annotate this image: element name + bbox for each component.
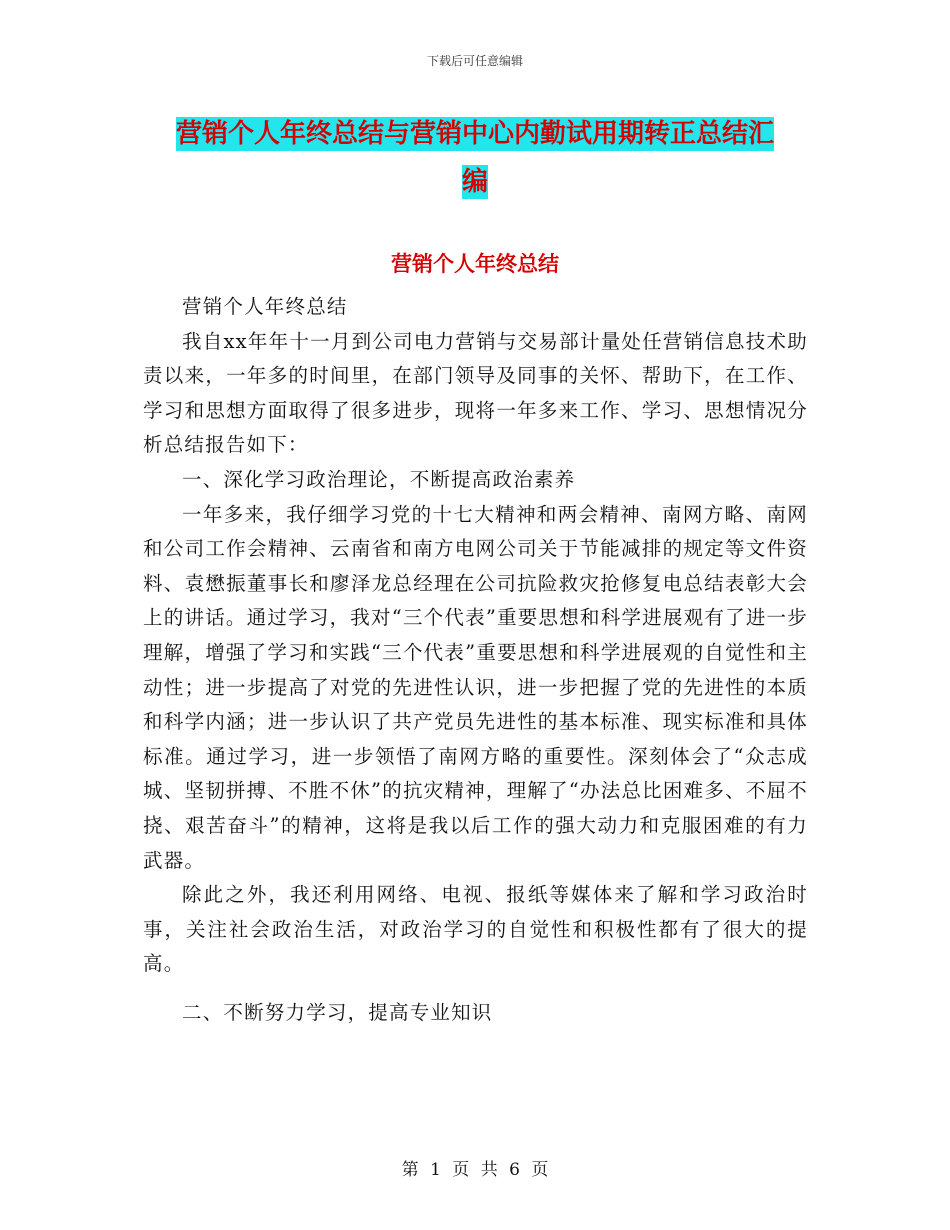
document-title-line-2: 编	[461, 167, 488, 197]
document-body	[143, 290, 808, 1030]
section-heading: 营销个人年终总结	[391, 252, 559, 276]
paragraph: 除此之外，我还利用网络、电视、报纸等媒体来了解和学习政治时事，关注社会政治生活，对政治学习的自觉性和积极性都有了很大的提高。	[143, 883, 808, 976]
document-title	[140, 110, 810, 206]
paragraph: 一年多来，我仔细学习党的十七大精神和两会精神、南网方略、南网和公司工作会精神、云南省和南方电网公司关于节能减排的规定等文件资料、袁懋振董事长和廖泽龙总经理在公司抗险救灾抢修复电总结表彰大会上的讲话。通过学习，我对“三个代表”重要思想和科学进展观有了进一步理解，增强了学习和实践“三个代表”重要思想和科学进展观的自觉性和主动性；进一步提高了对党的先进性认识，进一步把握了党的先进性的本质和科学内涵；进一步认识了共产党员先进性的基本标准、现实标准和具体标准。通过学习，进一步领悟了南网方略的重要性。深刻体会了“众志成城、坚韧拼搏、不胜不休”的抗灾精神，理解了“办法总比困难多、不屈不挠、艰苦奋斗”的精神，这将是我以后工作的强大动力和克服困难的有力武器。	[143, 502, 808, 872]
paragraph-heading: 二、不断努力学习，提高专业知识	[182, 1000, 493, 1024]
page-number: 第 1 页 共 6 页	[401, 1160, 549, 1180]
paragraph: 营销个人年终总结	[182, 295, 348, 318]
document-title-line-1: 营销个人年终总结与营销中心内勤试用期转正总结汇	[175, 119, 774, 149]
paragraph-heading: 一、深化学习政治理论，不断提高政治素养	[182, 467, 576, 491]
page-header-note: 下载后可任意编辑	[426, 54, 523, 68]
paragraph: 我自xx年年十一月到公司电力营销与交易部计量处任营销信息技术助责以来，一年多的时间里，在部门领导及同事的关怀、帮助下，在工作、学习和思想方面取得了很多进步，现将一年多来工作、学习、思想情况分析总结报告如下：	[143, 329, 808, 457]
